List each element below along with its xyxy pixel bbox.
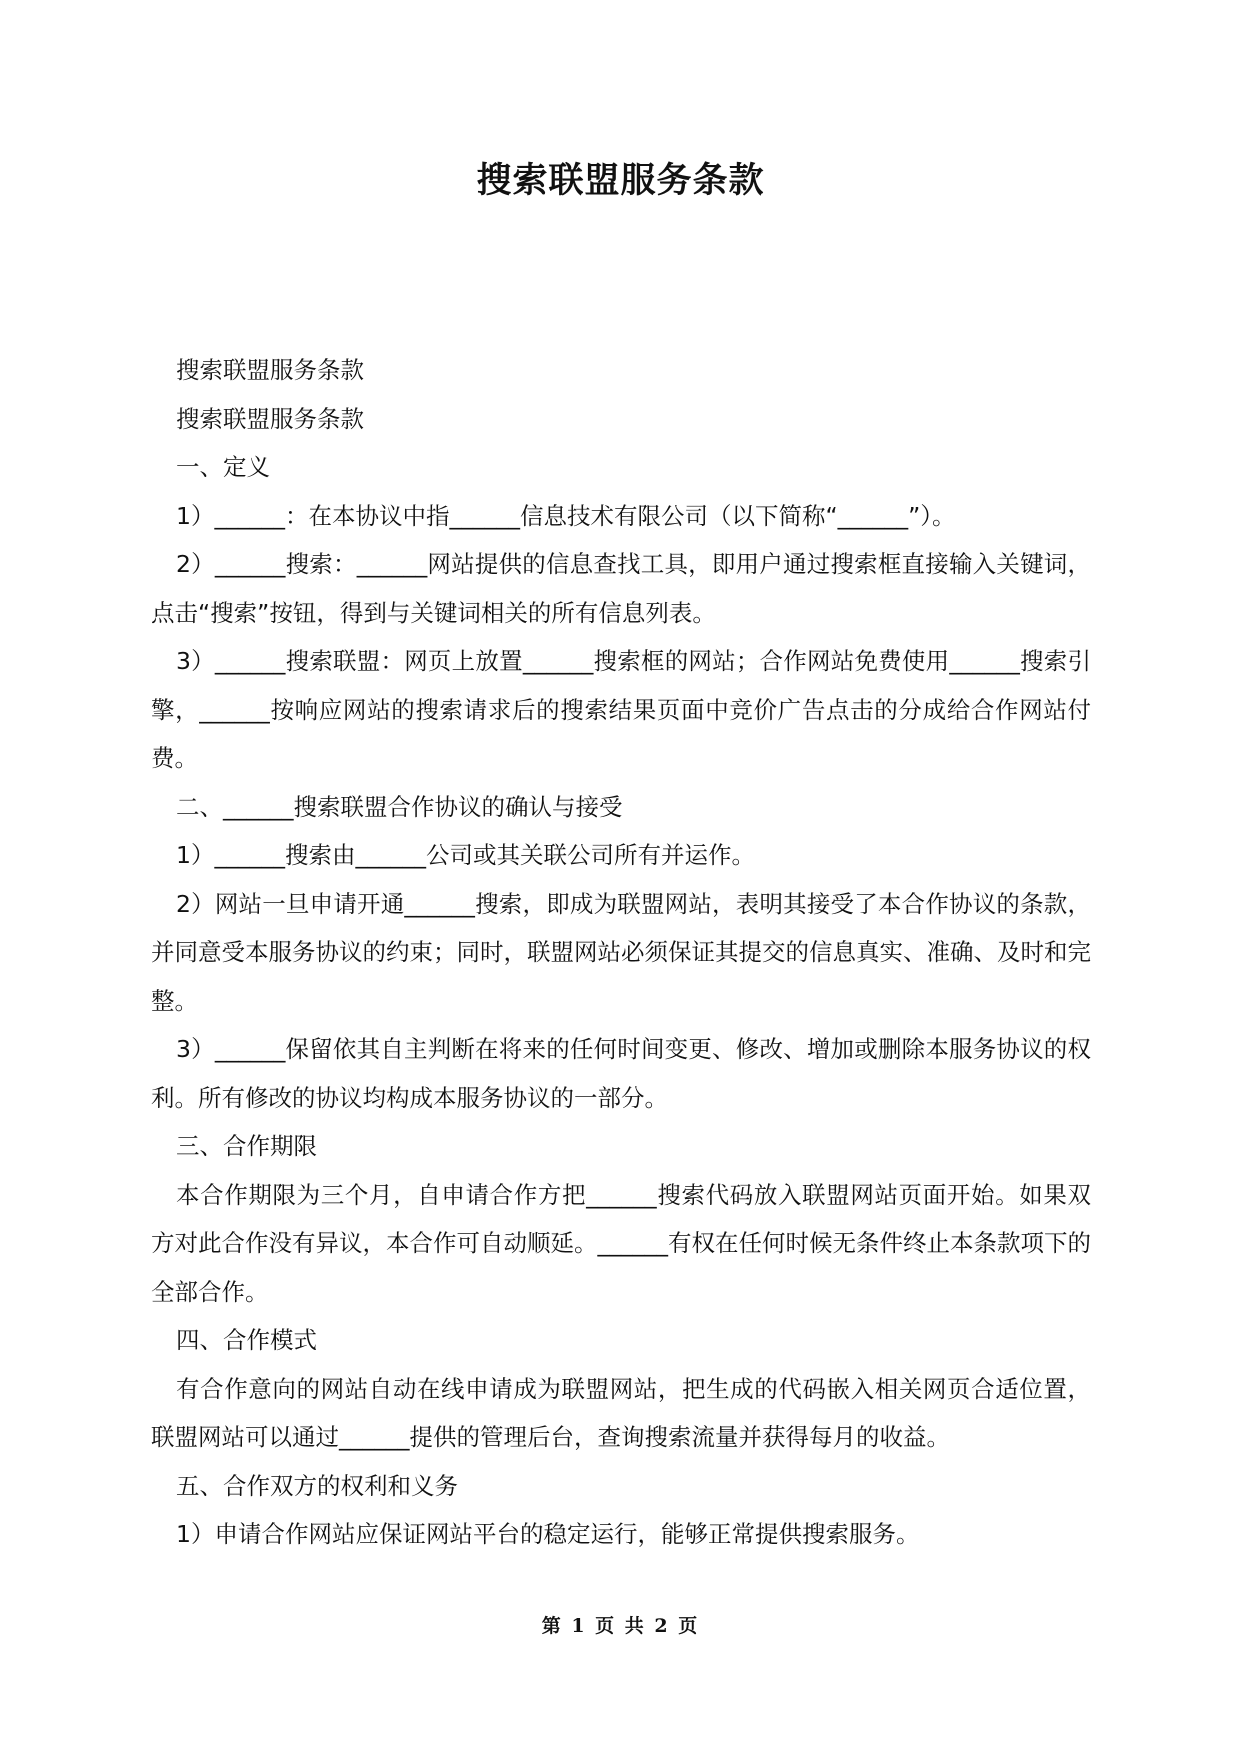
section-heading: 三、合作期限 — [176, 1132, 317, 1160]
paragraph: 3）______搜索联盟：网页上放置______搜索框的网站；合作网站免费使用______搜索引擎，______按响应网站的搜索请求后的搜索结果页面中竞价广告点击的分成给合作网站付费。 — [151, 647, 1091, 772]
document-title: 搜索联盟服务条款 — [476, 161, 765, 201]
paragraph: 1）______搜索由______公司或其关联公司所有并运作。 — [176, 841, 755, 869]
section-heading: 一、定义 — [176, 453, 270, 481]
paragraph: 3）______保留依其自主判断在将来的任何时间变更、修改、增加或删除本服务协议的权利。所有修改的协议均构成本服务协议的一部分。 — [151, 1035, 1091, 1112]
section-heading: 二、______搜索联盟合作协议的确认与接受 — [176, 792, 623, 821]
document-body — [151, 346, 1091, 1559]
paragraph: 2）网站一旦申请开通______搜索，即成为联盟网站，表明其接受了本合作协议的条款，并同意受本服务协议的约束；同时，联盟网站必须保证其提交的信息真实、准确、及时和完整。 — [151, 889, 1091, 1015]
section-heading: 四、合作模式 — [176, 1326, 317, 1354]
page-number-footer: 第 1 页 共 2 页 — [541, 1615, 700, 1637]
paragraph: 搜索联盟服务条款 — [176, 356, 364, 384]
section-heading: 五、合作双方的权利和义务 — [176, 1471, 458, 1500]
paragraph: 本合作期限为三个月，自申请合作方把______搜索代码放入联盟网站页面开始。如果双方对此合作没有异议，本合作可自动顺延。______有权在任何时候无条件终止本条款项下的全部合作。 — [151, 1180, 1091, 1306]
paragraph: 1）______：在本协议中指______信息技术有限公司（以下简称“______”）。 — [176, 501, 956, 530]
paragraph: 有合作意向的网站自动在线申请成为联盟网站，把生成的代码嵌入相关网页合适位置，联盟网站可以通过______提供的管理后台，查询搜索流量并获得每月的收益。 — [151, 1374, 1091, 1451]
paragraph: 搜索联盟服务条款 — [176, 404, 364, 433]
paragraph: 1）申请合作网站应保证网站平台的稳定运行，能够正常提供搜索服务。 — [176, 1520, 920, 1548]
paragraph: 2）______搜索：______网站提供的信息查找工具，即用户通过搜索框直接输入关键词，点击“搜索”按钮，得到与关键词相关的所有信息列表。 — [151, 550, 1091, 627]
